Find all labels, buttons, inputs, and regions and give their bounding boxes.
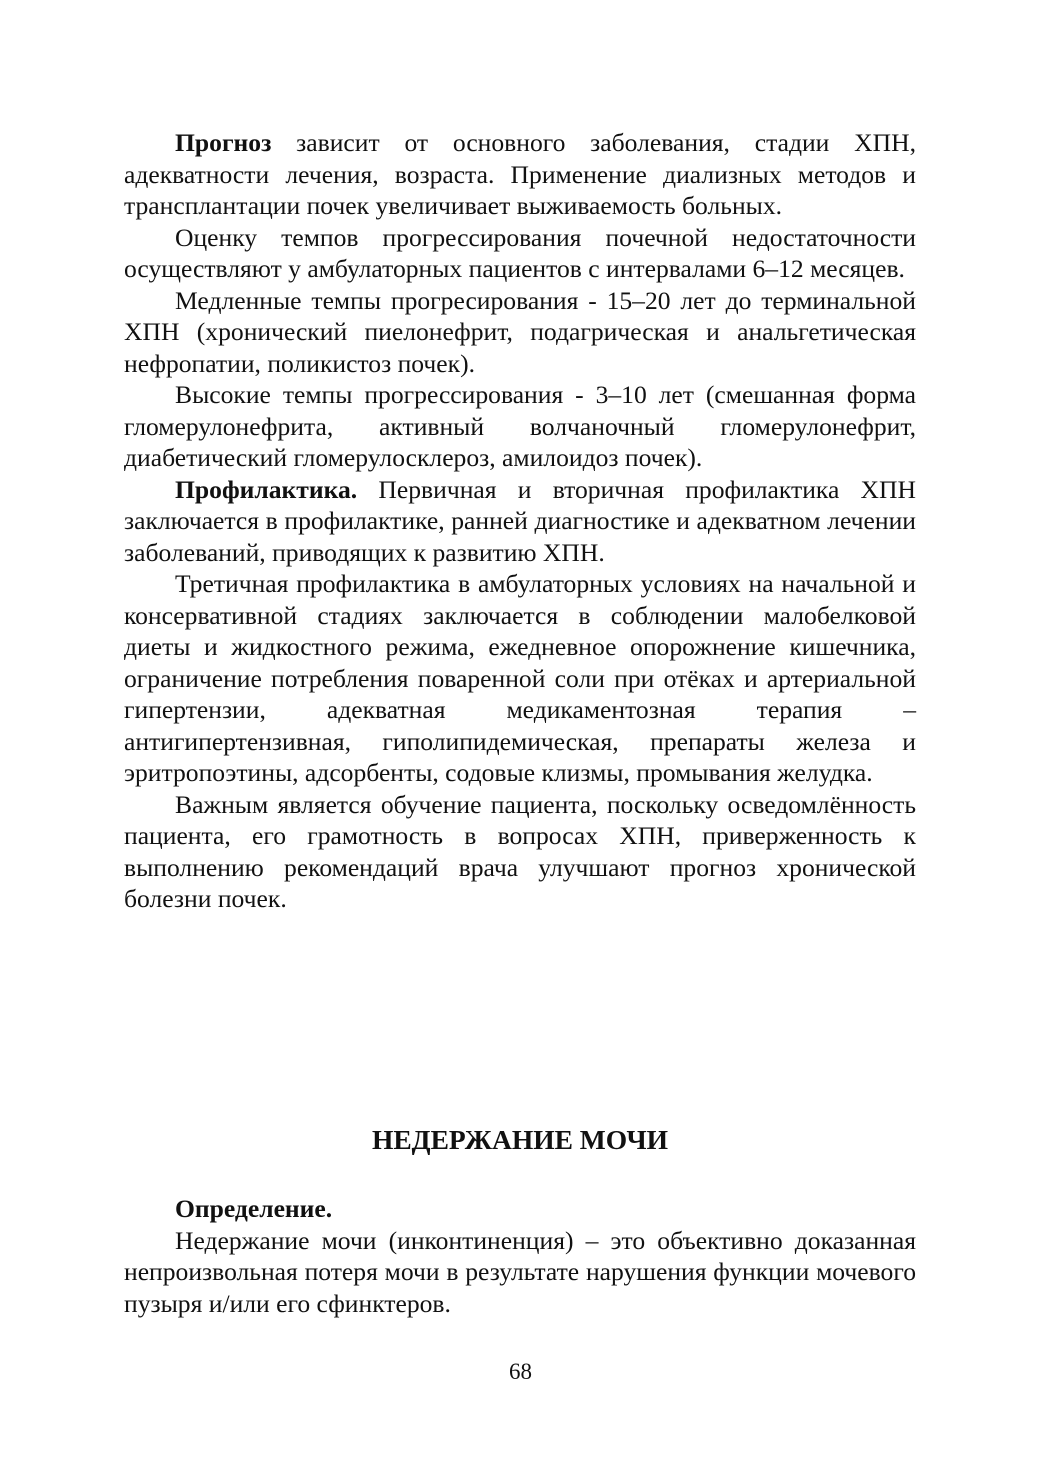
section-heading: НЕДЕРЖАНИЕ МОЧИ (371, 1124, 669, 1155)
paragraph-text: Оценку темпов прогрессирования почечной недостаточности осуществляют у амбулаторных пациентов с интервалами 6–12 месяцев. (124, 222, 916, 283)
paragraph-text: зависит от основного заболевания, стадии ХПН, адекватности лечения, возраста. Применение диализных методов и трансплантации почек увеличивает выживаемость больных. (124, 128, 916, 220)
section-body (124, 1193, 916, 1319)
body-text-block (124, 127, 916, 915)
paragraph-text: Медленные темпы прогресирования - 15–20 лет до терминальной ХПН (хронический пиелонефрит, подагрическая и анальгетическая нефропатии, поликистоз почек). (124, 285, 916, 378)
paragraph-prognosis (124, 127, 916, 222)
paragraph-patient-education (124, 789, 916, 915)
paragraph-text: Высокие темпы прогрессирования - 3–10 лет (смешанная форма гломерулонефрита, активный волчаночный гломерулонефрит, диабетический гломерулосклероз, амилоидоз почек). (124, 380, 916, 472)
page-number: 68 (509, 1359, 532, 1384)
paragraph-text: Важным является обучение пациента, поскольку осведомлённость пациента, его грамотность в вопросах ХПН, приверженность к выполнению рекомендаций врача улучшают прогноз хронической болезни почек. (124, 789, 916, 913)
paragraph-text: Третичная профилактика в амбулаторных условиях на начальной и консервативной стадиях заключается в соблюдении малобелковой диеты и жидкостного режима, ежедневное опорожнение кишечника, ограничение потребления поваренной соли при отёках и артериальной гипертензии, адекватная медикаментозная терапия – антигипертензивная, гиполипидемическая, препараты железа и эритропоэтины, адсорбенты, содовые клизмы, промывания желудка. (124, 569, 916, 787)
paragraph-fast-progression (124, 379, 916, 474)
paragraph-prevention (124, 474, 916, 569)
paragraph-definition: Недержание мочи (инконтиненция) – это объективно доказанная непроизвольная потеря мочи в результате нарушения функции мочевого пузыря и/или его сфинктеров. (124, 1225, 916, 1318)
paragraph-tertiary-prevention (124, 568, 916, 789)
paragraph-text: Первичная и вторичная профилактика ХПН заключается в профилактике, ранней диагностике и адекватном лечении заболеваний, приводящих к развитию ХПН. (124, 474, 916, 567)
definition-subheading: Определение. (175, 1194, 333, 1223)
paragraph-slow-progression (124, 285, 916, 380)
paragraph-assessment (124, 222, 916, 285)
term-prognosis: Прогноз (175, 128, 272, 157)
term-prevention: Профилактика. (175, 474, 358, 504)
